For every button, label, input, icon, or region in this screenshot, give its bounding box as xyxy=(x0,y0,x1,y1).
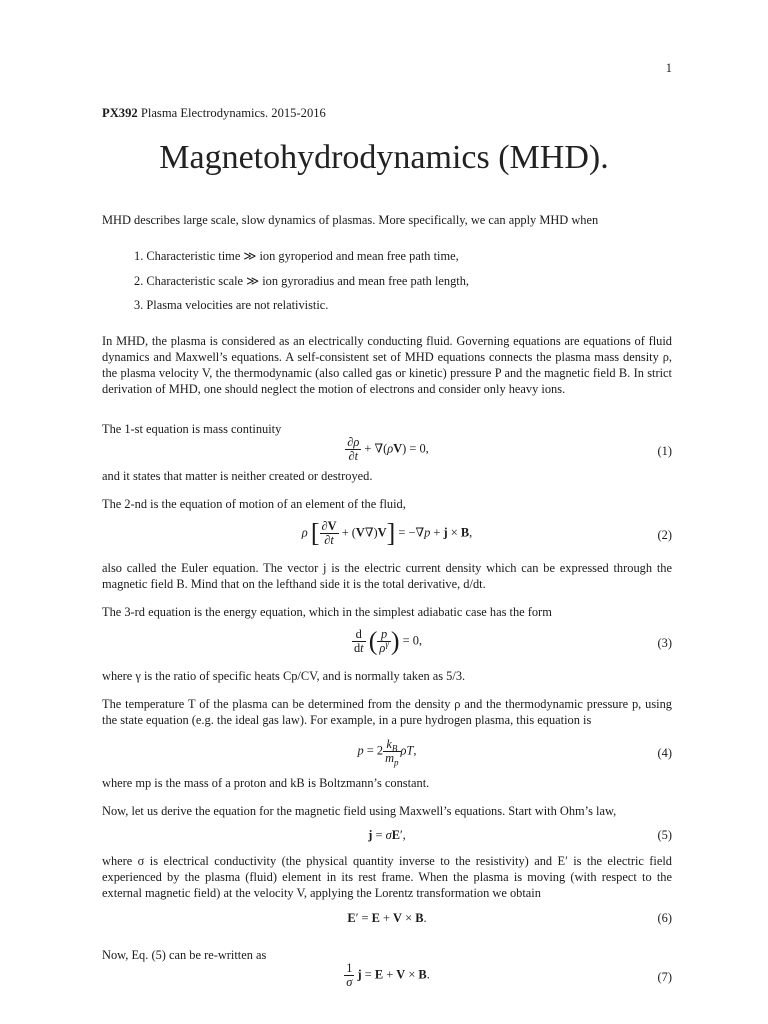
page-title: Magnetohydrodynamics (MHD). xyxy=(159,139,609,176)
equation-6-math: E′ = E + V × B. xyxy=(347,911,427,925)
course-code: PX392 xyxy=(102,106,138,120)
page-number: 1 xyxy=(665,61,672,75)
eq1-after: and it states that matter is neither created or destroyed. xyxy=(102,469,373,483)
equation-number: (4) xyxy=(657,746,672,760)
equation-number: (7) xyxy=(657,970,672,984)
intro-paragraph: MHD describes large scale, slow dynamics of plasmas. More specifically, we can apply MHD when xyxy=(102,213,599,227)
eq2-lead: The 2-nd is the equation of motion of an element of the fluid, xyxy=(102,497,406,511)
equation-number: (5) xyxy=(657,828,672,842)
eq3-after: where γ is the ratio of specific heats Cp/CV, and is normally taken as 5/3. xyxy=(102,669,466,683)
eq2-after: also called the Euler equation. The vector j is the electric current density which can be expressed through the magnetic field B. Mind that on the lefthand side it is the total derivative, d/dt. xyxy=(102,561,672,591)
eq6-after: Now, Eq. (5) can be re-written as xyxy=(102,948,267,962)
eq4-after: where mp is the mass of a proton and kB is Boltzmann’s constant. xyxy=(102,776,430,790)
equation-7-math: $\frac{1}{\sigma}$ j = E + V × B. xyxy=(346,961,430,989)
eq5-after: where σ is electrical conductivity (the physical quantity inverse to the resistivity) and E′ is the electric field experienced by the plasma (fluid) element in its rest frame. When the plasma is moving (with respect to the external magnetic field) at the velocity V, applying the Lorentz transformation we obtain xyxy=(102,854,672,900)
list-item: 3. Plasma velocities are not relativistic. xyxy=(134,298,329,312)
fluid-paragraph: In MHD, the plasma is considered as an electrically conducting fluid. Governing equations are equations of fluid dynamics and Maxwell’s equations. A self-consistent set of MHD equations connects the plasma mass density ρ, the plasma velocity V, the thermodynamic (also called gas or kinetic) pressure P and the magnetic field B. In strict derivation of MHD, one should neglect the motion of electrons and consider only heavy ions. xyxy=(102,334,672,396)
equation-6 xyxy=(102,910,672,940)
equation-number: (6) xyxy=(657,911,672,925)
eq4-lead: The temperature T of the plasma can be determined from the density ρ and the thermodynamic pressure p, using the state equation (e.g. the ideal gas law). For example, in a pure hydrogen plasma, this equation is xyxy=(102,697,672,727)
course-name: Plasma Electrodynamics. 2015-2016 xyxy=(137,106,326,120)
course-header xyxy=(102,105,326,121)
eq5-lead: Now, let us derive the equation for the magnetic field using Maxwell’s equations. Start with Ohm’s law, xyxy=(102,804,617,818)
equation-1-math: $\frac{\partial\rho}{\partial t}$ + ∇(ρV) = 0, xyxy=(347,435,429,463)
equation-2 xyxy=(102,520,672,550)
equation-3 xyxy=(102,628,672,658)
equation-number: (3) xyxy=(657,636,672,650)
equation-3-math: $\frac{d}{dt}$ ( $\frac{p}{\rho^\gamma}$ ) = 0, xyxy=(353,626,423,656)
list-item: 1. Characteristic time ≫ ion gyroperiod and mean free path time, xyxy=(134,249,459,263)
equation-number: (1) xyxy=(657,444,672,458)
eq1-lead: The 1-st equation is mass continuity xyxy=(102,422,282,436)
equation-2-math: ρ [ $\frac{\partial V}{\partial t}$ + (V∇)V] = −∇p + j × B, xyxy=(301,518,473,548)
equation-number: (2) xyxy=(657,528,672,542)
conditions-list xyxy=(102,248,672,318)
equation-4-math: p = 2 $\frac{k_B}{m_p}$ ρT, xyxy=(357,737,417,768)
eq3-lead: The 3-rd equation is the energy equation, which in the simplest adiabatic case has the form xyxy=(102,605,552,619)
equation-5-math: j = σE′, xyxy=(368,828,406,842)
equation-4 xyxy=(102,738,672,768)
list-item: 2. Characteristic scale ≫ ion gyroradius and mean free path length, xyxy=(134,274,470,288)
equation-7 xyxy=(102,962,672,992)
equation-1 xyxy=(102,436,672,466)
